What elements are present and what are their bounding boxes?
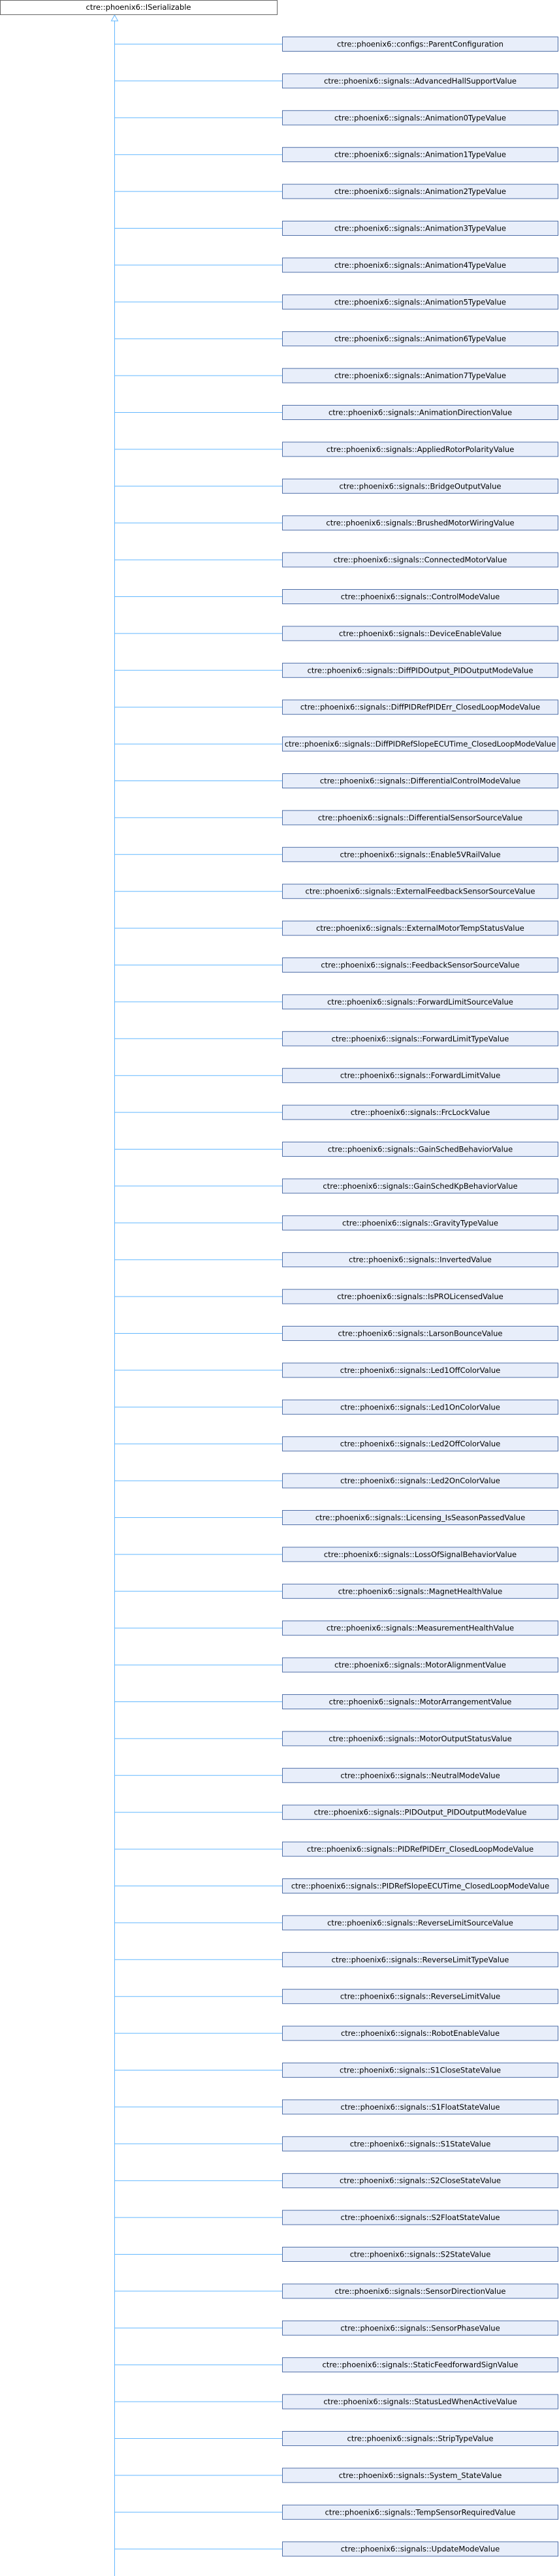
derived-class-label: ctre::phoenix6::signals::PIDRefPIDErr_ClosedLoopModeValue — [306, 1844, 534, 1854]
derived-class-node[interactable] — [283, 1289, 558, 1304]
derived-class-label: ctre::phoenix6::signals::AnimationDirectionValue — [328, 408, 513, 417]
derived-class-node[interactable] — [283, 2542, 558, 2556]
derived-class-label: ctre::phoenix6::signals::Led2OnColorValue — [340, 1476, 500, 1486]
derived-class-node[interactable] — [283, 2284, 558, 2298]
derived-class-label: ctre::phoenix6::signals::Led1OnColorValue — [340, 1402, 500, 1412]
derived-class-label: ctre::phoenix6::signals::ConnectedMotorValue — [333, 555, 507, 565]
derived-class-node[interactable] — [283, 921, 558, 935]
derived-class-label: ctre::phoenix6::signals::LossOfSignalBehaviorValue — [323, 1549, 517, 1559]
derived-class-label: ctre::phoenix6::signals::ReverseLimitTypeValue — [331, 1955, 509, 1965]
derived-class-node[interactable] — [283, 1216, 558, 1230]
derived-class-node[interactable] — [283, 958, 558, 973]
derived-class-label: ctre::phoenix6::signals::InvertedValue — [349, 1255, 492, 1264]
derived-class-label: ctre::phoenix6::signals::MotorArrangementValue — [328, 1697, 512, 1707]
derived-class-label: ctre::phoenix6::signals::ReverseLimitValue — [340, 1991, 501, 2001]
inheritance-edges — [112, 15, 283, 2576]
derived-class-label: ctre::phoenix6::signals::NeutralModeValue — [340, 1771, 500, 1780]
derived-class-node[interactable] — [283, 1142, 558, 1157]
derived-class-node[interactable] — [283, 2136, 558, 2151]
derived-class-node[interactable] — [283, 2358, 558, 2372]
derived-class-label: ctre::phoenix6::signals::Led2OffColorValue — [340, 1439, 501, 1449]
derived-class-label: ctre::phoenix6::signals::DifferentialControlModeValue — [319, 776, 521, 786]
derived-class-label: ctre::phoenix6::signals::MagnetHealthValue — [338, 1586, 503, 1596]
derived-class-node[interactable] — [283, 700, 558, 715]
derived-class-label: ctre::phoenix6::signals::GainSchedKpBehaviorValue — [323, 1181, 518, 1191]
derived-class-label: ctre::phoenix6::signals::GravityTypeValue — [342, 1218, 498, 1228]
root-class-node[interactable] — [1, 1, 278, 15]
derived-class-node[interactable] — [283, 1473, 558, 1488]
derived-class-node[interactable] — [283, 406, 558, 420]
derived-class-label: ctre::phoenix6::signals::AppliedRotorPolarityValue — [326, 444, 515, 454]
derived-class-label: ctre::phoenix6::signals::Animation7TypeValue — [334, 371, 506, 381]
inheritance-arrowhead-icon — [112, 15, 118, 21]
derived-class-node[interactable] — [283, 148, 558, 162]
derived-class-node[interactable] — [283, 2432, 558, 2446]
derived-class-label: ctre::phoenix6::signals::PIDRefSlopeECUTime_ClosedLoopModeValue — [291, 1881, 550, 1891]
derived-class-label: ctre::phoenix6::signals::PIDOutput_PIDOutputModeValue — [313, 1807, 527, 1817]
derived-class-label: ctre::phoenix6::signals::StaticFeedforwardSignValue — [322, 2360, 519, 2370]
derived-class-node[interactable] — [283, 221, 558, 236]
derived-class-node[interactable] — [283, 626, 558, 641]
derived-class-label: ctre::phoenix6::signals::TempSensorRequiredValue — [325, 2507, 516, 2517]
derived-class-node[interactable] — [283, 1179, 558, 1193]
derived-class-label: ctre::phoenix6::signals::UpdateModeValue — [340, 2544, 500, 2554]
derived-class-node[interactable] — [283, 663, 558, 677]
derived-class-node[interactable] — [283, 2026, 558, 2040]
derived-class-label: ctre::phoenix6::signals::AdvancedHallSupportValue — [324, 76, 517, 86]
derived-class-node[interactable] — [283, 1105, 558, 1119]
derived-class-label: ctre::phoenix6::signals::DiffPIDRefSlopeECUTime_ClosedLoopModeValue — [284, 739, 556, 749]
derived-class-label: ctre::phoenix6::signals::S1CloseStateValue — [340, 2065, 501, 2075]
derived-class-label: ctre::phoenix6::signals::ForwardLimitValue — [340, 1071, 501, 1080]
derived-class-label: ctre::phoenix6::signals::S1StateValue — [349, 2139, 491, 2149]
derived-class-node[interactable] — [283, 442, 558, 457]
derived-class-node[interactable] — [283, 184, 558, 199]
derived-class-node[interactable] — [283, 2468, 558, 2483]
derived-class-label: ctre::phoenix6::signals::Animation5TypeValue — [334, 297, 506, 307]
derived-class-node[interactable] — [283, 332, 558, 346]
derived-class-node[interactable] — [283, 368, 558, 383]
derived-class-label: ctre::phoenix6::signals::Led1OffColorValue — [340, 1365, 501, 1375]
derived-class-label: ctre::phoenix6::signals::ForwardLimitTypeValue — [331, 1034, 509, 1044]
derived-class-node[interactable] — [283, 1584, 558, 1598]
derived-class-label: ctre::phoenix6::signals::Animation3TypeValue — [334, 223, 506, 233]
derived-class-node[interactable] — [283, 1511, 558, 1525]
derived-class-label: ctre::phoenix6::signals::DifferentialSensorSourceValue — [317, 813, 523, 822]
derived-class-node[interactable] — [283, 110, 558, 125]
derived-class-node[interactable] — [283, 2174, 558, 2188]
derived-class-node[interactable] — [283, 553, 558, 567]
derived-class-label: ctre::phoenix6::signals::RobotEnableValue — [340, 2029, 500, 2038]
derived-class-node[interactable] — [283, 1363, 558, 1377]
derived-class-label: ctre::phoenix6::signals::MotorAlignmentValue — [334, 1660, 506, 1670]
derived-class-node[interactable] — [283, 1547, 558, 1562]
derived-class-node[interactable] — [283, 1253, 558, 1267]
derived-class-label: ctre::phoenix6::signals::StatusLedWhenActiveValue — [323, 2397, 517, 2407]
derived-class-label: ctre::phoenix6::signals::ForwardLimitSourceValue — [327, 997, 513, 1006]
derived-class-node[interactable] — [283, 774, 558, 788]
derived-class-node[interactable] — [283, 1069, 558, 1083]
derived-class-label: ctre::phoenix6::signals::Animation0TypeValue — [334, 113, 506, 123]
derived-class-node[interactable] — [283, 1327, 558, 1341]
derived-class-node[interactable] — [283, 1768, 558, 1782]
root-class-label: ctre::phoenix6::ISerializable — [86, 3, 191, 12]
derived-class-label: ctre::phoenix6::signals::LarsonBounceValue — [338, 1328, 503, 1338]
derived-class-label: ctre::phoenix6::signals::S2CloseStateValue — [340, 2176, 501, 2185]
derived-class-node[interactable] — [283, 1400, 558, 1414]
derived-class-label: ctre::phoenix6::configs::ParentConfiguration — [337, 39, 503, 49]
derived-class-node[interactable] — [283, 2394, 558, 2409]
derived-class-label: ctre::phoenix6::signals::System_StateValue — [338, 2470, 502, 2480]
derived-class-label: ctre::phoenix6::signals::FeedbackSensorSourceValue — [321, 960, 520, 970]
derived-class-node[interactable] — [283, 479, 558, 493]
derived-class-node[interactable] — [283, 2247, 558, 2262]
derived-class-node[interactable] — [283, 1805, 558, 1820]
derived-class-node[interactable] — [283, 884, 558, 899]
derived-class-node[interactable] — [283, 737, 558, 751]
derived-class-label: ctre::phoenix6::signals::ReverseLimitSourceValue — [327, 1918, 513, 1927]
derived-class-label: ctre::phoenix6::signals::ExternalFeedbackSensorSourceValue — [305, 886, 535, 896]
derived-class-node[interactable] — [283, 847, 558, 861]
derived-class-node[interactable] — [283, 295, 558, 309]
derived-class-node[interactable] — [283, 74, 558, 88]
derived-class-label: ctre::phoenix6::signals::FrcLockValue — [350, 1108, 490, 1118]
derived-class-node[interactable] — [283, 1952, 558, 1967]
derived-class-node[interactable] — [283, 37, 558, 52]
derived-class-label: ctre::phoenix6::signals::Enable5VRailValue — [340, 850, 501, 860]
derived-class-label: ctre::phoenix6::signals::Animation4TypeValue — [334, 260, 506, 270]
derived-class-node[interactable] — [283, 1437, 558, 1451]
derived-class-node[interactable] — [283, 590, 558, 604]
derived-class-label: ctre::phoenix6::signals::StripTypeValue — [347, 2434, 494, 2443]
derived-class-label: ctre::phoenix6::signals::ControlModeValue — [340, 592, 500, 602]
derived-class-label: ctre::phoenix6::signals::Licensing_IsSeasonPassedValue — [315, 1513, 526, 1522]
derived-class-label: ctre::phoenix6::signals::SensorDirectionValue — [334, 2286, 506, 2296]
derived-class-node[interactable] — [283, 2321, 558, 2335]
derived-class-node[interactable] — [283, 1621, 558, 1635]
derived-class-label: ctre::phoenix6::signals::Animation6TypeValue — [334, 334, 506, 344]
derived-class-label: ctre::phoenix6::signals::S2StateValue — [349, 2249, 491, 2259]
derived-class-node[interactable] — [283, 1916, 558, 1930]
derived-class-node[interactable] — [283, 516, 558, 530]
derived-class-node[interactable] — [283, 1031, 558, 1046]
derived-class-label: ctre::phoenix6::signals::S1FloatStateValue — [340, 2102, 500, 2112]
derived-class-label: ctre::phoenix6::signals::ExternalMotorTempStatusValue — [316, 924, 524, 933]
derived-class-label: ctre::phoenix6::signals::MeasurementHealthValue — [326, 1623, 515, 1633]
derived-class-node[interactable] — [283, 2100, 558, 2114]
derived-class-label: ctre::phoenix6::signals::BrushedMotorWiringValue — [326, 518, 515, 528]
derived-class-node[interactable] — [283, 1989, 558, 2004]
derived-class-node[interactable] — [283, 1658, 558, 1672]
derived-class-node[interactable] — [283, 1731, 558, 1746]
derived-class-node[interactable] — [283, 1695, 558, 1709]
derived-class-label: ctre::phoenix6::signals::IsPROLicensedValue — [337, 1292, 503, 1302]
derived-class-node[interactable] — [283, 2063, 558, 2078]
derived-class-label: ctre::phoenix6::signals::MotorOutputStatusValue — [328, 1733, 512, 1743]
derived-class-node[interactable] — [283, 2210, 558, 2225]
derived-class-label: ctre::phoenix6::signals::DeviceEnableValue — [338, 628, 502, 638]
derived-class-node[interactable] — [283, 1842, 558, 1856]
derived-class-label: ctre::phoenix6::signals::S2FloatStateValue — [340, 2213, 500, 2223]
derived-class-node[interactable] — [283, 258, 558, 272]
derived-class-label: ctre::phoenix6::signals::BridgeOutputValue — [339, 481, 502, 491]
derived-class-nodes — [283, 37, 558, 2576]
derived-class-label: ctre::phoenix6::signals::Animation2TypeValue — [334, 187, 506, 197]
derived-class-node[interactable] — [283, 1879, 558, 1893]
derived-class-label: ctre::phoenix6::signals::SensorPhaseValue — [340, 2323, 500, 2333]
derived-class-label: ctre::phoenix6::signals::Animation1TypeValue — [334, 150, 506, 159]
derived-class-node[interactable] — [283, 811, 558, 825]
derived-class-node[interactable] — [283, 995, 558, 1009]
derived-class-label: ctre::phoenix6::signals::DiffPIDRefPIDErr_ClosedLoopModeValue — [300, 702, 541, 712]
derived-class-label: ctre::phoenix6::signals::DiffPIDOutput_PIDOutputModeValue — [307, 666, 534, 675]
derived-class-node[interactable] — [283, 2505, 558, 2519]
derived-class-label: ctre::phoenix6::signals::GainSchedBehaviorValue — [327, 1144, 513, 1154]
